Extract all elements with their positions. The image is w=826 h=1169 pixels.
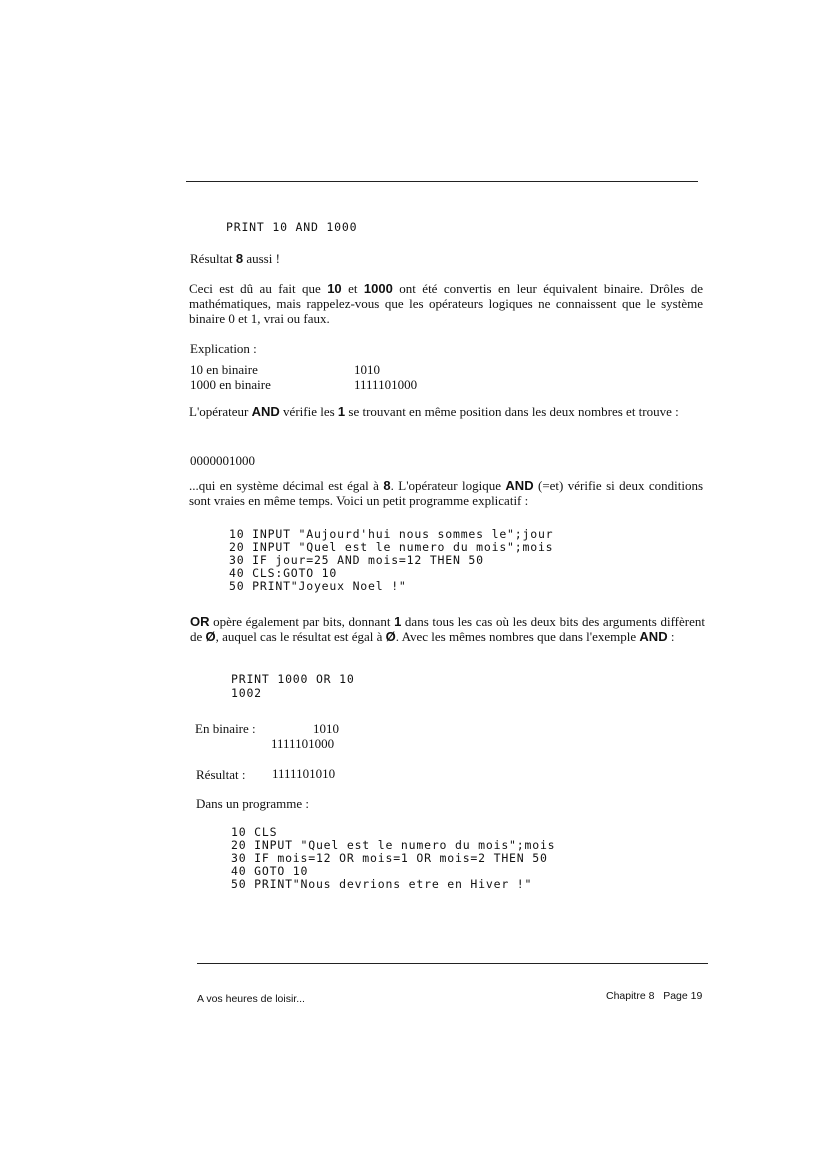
para2-bold-1: 1: [337, 404, 346, 419]
en-binaire-value-1: 1010: [313, 721, 339, 736]
para3-text-a: ...qui en système décimal est égal à: [189, 478, 384, 493]
para4-bold-and: AND: [639, 629, 668, 644]
code-line: 10 INPUT "Aujourd'hui nous sommes le";jour: [229, 527, 554, 541]
code-line: 20 INPUT "Quel est le numero du mois";mois: [231, 838, 556, 852]
para4-bold-zero-2: Ø: [385, 629, 396, 644]
explication-row-value: 1111101000: [354, 377, 418, 392]
binary-result: 0000001000: [190, 453, 255, 468]
code-line: 50 PRINT"Joyeux Noel !": [229, 579, 407, 593]
code-line: 50 PRINT"Nous devrions etre en Hiver !": [231, 877, 533, 891]
code-print-and: PRINT 10 AND 1000: [226, 220, 358, 234]
para2-text-e: se trouvant en même position dans les deux nombres et trouve :: [345, 404, 679, 419]
en-binaire-label: En binaire :: [195, 721, 256, 736]
resultat-number: 8: [235, 251, 244, 266]
resultat-label: Résultat :: [196, 767, 246, 782]
para4-text-h: . Avec les mêmes nombres que dans l'exemple: [395, 629, 640, 644]
para1-bold-10: 10: [327, 281, 342, 296]
para1-bold-1000: 1000: [363, 281, 393, 296]
explication-title: Explication :: [190, 341, 257, 356]
resultat-suffix: aussi !: [243, 251, 280, 266]
para1-text-c: et: [341, 281, 364, 296]
para1-text-a: Ceci est dû au fait que: [189, 281, 328, 296]
para4-text-f: , auquel cas le résultat est égal à: [215, 629, 386, 644]
para4-bold-or: OR: [190, 614, 210, 629]
para3-text-e: (=et) vérifie si deux conditions sont vraies en même temps. Voici un petit programme explicatif :: [189, 478, 704, 508]
para1-text-e: ont été convertis en leur équivalent binaire. Drôles de mathématiques, mais rappelez-vous que les opérateurs logiques ne connaissent que le système binaire 0 et 1, vrai ou faux.: [189, 281, 703, 326]
explication-row-label: 10 en binaire: [190, 362, 258, 377]
dans-programme-label: Dans un programme :: [196, 796, 310, 811]
para3-bold-8: 8: [383, 478, 391, 493]
code-print-or: PRINT 1000 OR 10: [231, 672, 355, 686]
para4-text-b: opère également par bits, donnant: [209, 614, 395, 629]
en-binaire-value-2: 1111101000: [271, 736, 335, 751]
code-print-or-output: 1002: [231, 686, 262, 700]
resultat-line: [190, 251, 280, 266]
footer-left: A vos heures de loisir...: [197, 993, 305, 1005]
paragraph-conversion: [189, 281, 703, 326]
top-rule: [186, 181, 698, 182]
para4-bold-1: 1: [394, 614, 402, 629]
para2-bold-and: AND: [251, 404, 280, 419]
paragraph-or-operator: [190, 614, 705, 644]
paragraph-decimal: [189, 478, 703, 508]
explication-row-value: 1010: [354, 362, 380, 377]
code-line: 40 GOTO 10: [231, 864, 309, 878]
para3-bold-and: AND: [505, 478, 534, 493]
para4-text-d: dans tous les cas où les deux bits des arguments diffèrent de: [190, 614, 705, 644]
para3-text-c: . L'opérateur logique: [390, 478, 506, 493]
code-line: 30 IF jour=25 AND mois=12 THEN 50: [229, 553, 484, 567]
para2-text-c: vérifie les: [279, 404, 338, 419]
para2-text-a: L'opérateur: [189, 404, 252, 419]
explication-row-label: 1000 en binaire: [190, 377, 271, 392]
resultat-prefix: Résultat: [190, 251, 236, 266]
para4-bold-zero: Ø: [205, 629, 216, 644]
bottom-rule: [197, 963, 708, 964]
footer-right: Chapitre 8 Page 19: [606, 990, 703, 1002]
paragraph-and-operator: [189, 404, 703, 419]
code-line: 30 IF mois=12 OR mois=1 OR mois=2 THEN 50: [231, 851, 548, 865]
para4-text-j: :: [667, 629, 675, 644]
code-line: 40 CLS:GOTO 10: [229, 566, 338, 580]
code-line: 10 CLS: [231, 825, 278, 839]
resultat-value: 1111101010: [272, 766, 336, 781]
code-line: 20 INPUT "Quel est le numero du mois";mois: [229, 540, 554, 554]
